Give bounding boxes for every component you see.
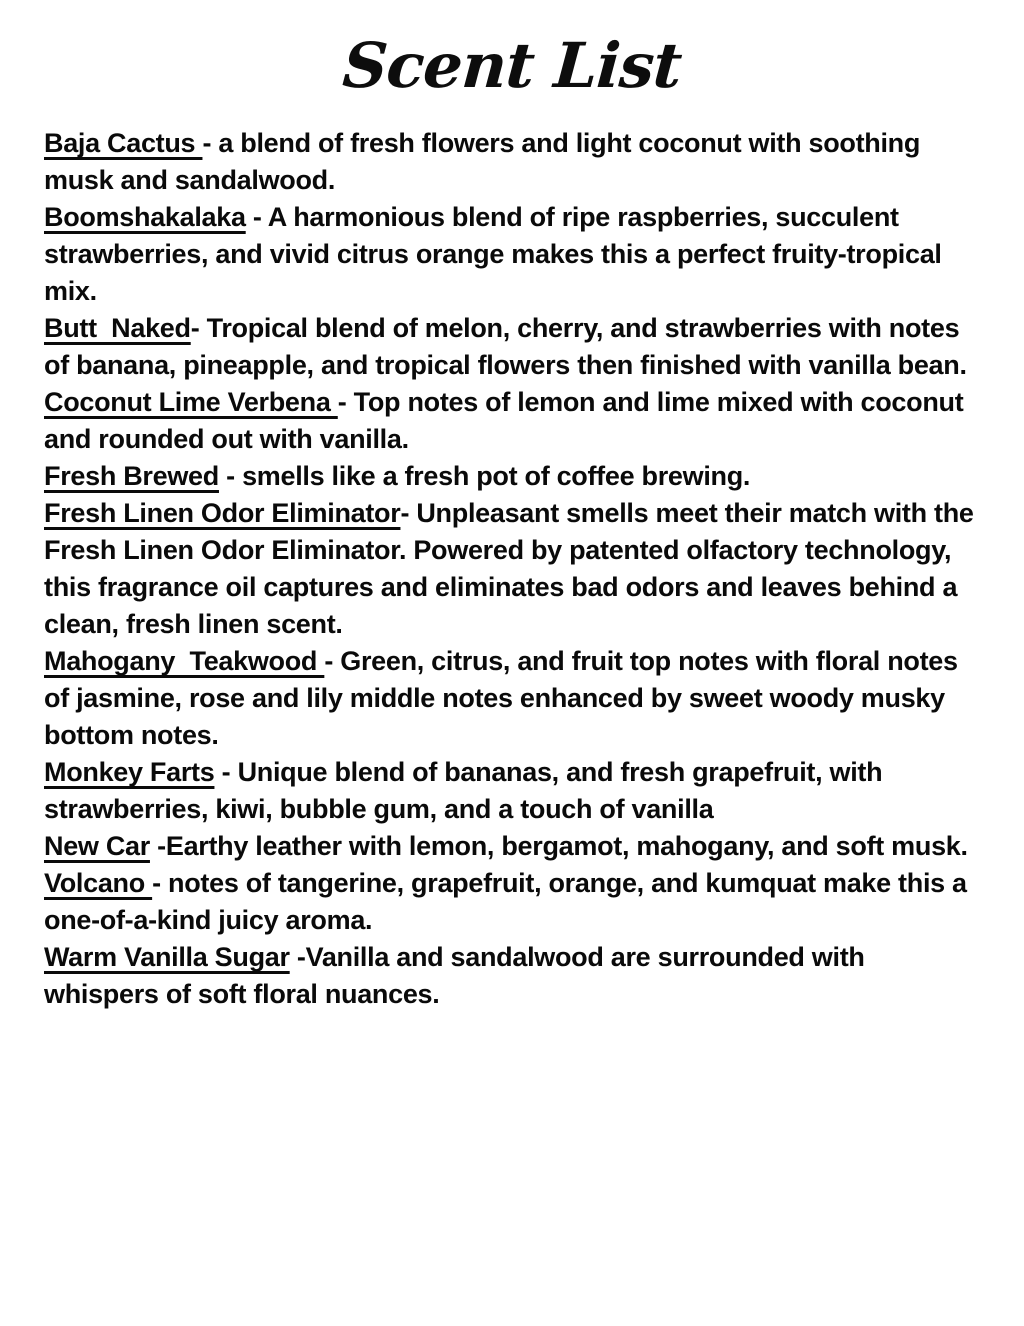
scent-description: notes of tangerine, grapefruit, orange, and kumquat make this a one-of-a-kind juicy aroma. [44,868,974,936]
scent-separator: - [214,757,238,788]
scent-description: Top notes of lemon and lime mixed with coconut and rounded out with vanilla. [44,387,971,455]
scent-separator: - [149,831,166,862]
scent-entry [44,865,982,939]
scent-entry [44,310,982,384]
scent-separator: - [202,128,219,159]
scent-description: A harmonious blend of ripe raspberries, succulent strawberries, and vivid citrus orange makes this a perfect fruity-tropical mix. [44,202,949,307]
scent-entry [44,199,982,310]
scent-entry [44,939,982,1013]
scent-name: Fresh Linen Odor Eliminator [44,498,401,529]
scent-name: Mahogany Teakwood [44,646,325,677]
scent-separator: - [245,202,268,233]
scent-entry [44,754,982,828]
scent-separator: - [289,942,306,973]
scent-separator: - [400,498,417,529]
scent-description: Tropical blend of melon, cherry, and strawberries with notes of banana, pineapple, and tropical flowers then finished with vanilla bean. [44,313,967,381]
scent-description: a blend of fresh flowers and light coconut with soothing musk and sandalwood. [44,128,928,196]
scent-name: Boomshakalaka [44,202,246,233]
scent-name: Fresh Brewed [44,461,219,492]
scent-entry [44,384,982,458]
scent-separator: - [190,313,207,344]
scent-separator: - [218,461,243,492]
scent-name: New Car [44,831,150,862]
scent-name: Butt Naked [44,313,191,344]
scent-entry [44,643,982,754]
scent-description: Vanilla and sandalwood are surrounded with whispers of soft floral nuances. [44,942,872,1010]
scent-separator: - [152,868,169,899]
page-title: Scent List [340,29,684,102]
scent-name: Warm Vanilla Sugar [44,942,290,973]
scent-name: Monkey Farts [44,757,215,788]
scent-separator: - [337,387,354,418]
scent-list [44,125,982,1013]
scent-entry [44,495,982,643]
scent-name: Baja Cactus [44,128,203,159]
scent-separator: - [324,646,341,677]
scent-description: Earthy leather with lemon, bergamot, mahogany, and soft musk. [165,831,968,862]
scent-description: Green, citrus, and fruit top notes with floral notes of jasmine, rose and lily middle notes enhanced by sweet woody musky bottom notes. [44,646,965,751]
scent-entry [44,828,982,865]
scent-name: Coconut Lime Verbena [44,387,338,418]
scent-description: smells like a fresh pot of coffee brewing. [242,461,751,492]
scent-name: Volcano [44,868,153,899]
scent-description: Unpleasant smells meet their match with the Fresh Linen Odor Eliminator. Powered by patented olfactory technology, this fragrance oil captures and eliminates bad odors and leaves behind a clean, fresh linen scent. [44,498,981,640]
scent-entry [44,458,982,495]
scent-entry [44,125,982,199]
scent-description: Unique blend of bananas, and fresh grapefruit, with strawberries, kiwi, bubble gum, and a touch of vanilla [44,757,890,825]
